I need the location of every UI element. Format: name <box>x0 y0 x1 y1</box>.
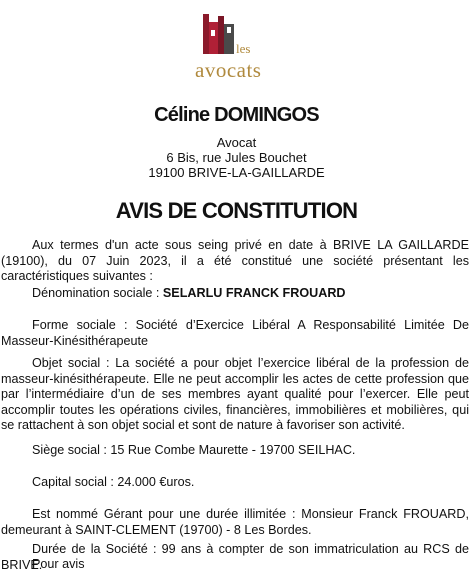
capital-paragraph: Capital social : 24.000 €uros. <box>32 475 195 489</box>
address-street: 6 Bis, rue Jules Bouchet <box>166 150 307 165</box>
notice-title: AVIS DE CONSTITUTION <box>115 198 358 223</box>
logo-text-small: les <box>236 41 251 56</box>
forme-paragraph: Forme sociale : Société d’Exercice Libéral A Responsabilité Limitée De Masseur-Kinésithérapeute <box>1 318 469 348</box>
logo-text-large: avocats <box>195 58 262 82</box>
duree-paragraph: Durée de la Société : 99 ans à compter de son immatriculation au RCS de BRIVE. <box>1 542 469 572</box>
lawyer-role: Avocat <box>216 135 257 150</box>
objet-paragraph: Objet social : La société a pour objet l’exercice libéral de la profession de masseur-kinésithérapeute. Elle ne peut accomplir les actes de cette profession que par l’intermédiaire d’un de ses membres ayant qualité pour l’exercer. Elle peut accomplir toutes les opérations civiles, financières, immobilières et mobilières, qui se rattachent à son objet social et sont de nature à favoriser son activité. <box>1 356 469 432</box>
denomination-value: SELARLU FRANCK FROUARD <box>162 286 346 300</box>
lawyer-name: Céline DOMINGOS <box>154 104 319 126</box>
address-city: 19100 BRIVE-LA-GAILLARDE <box>148 165 325 180</box>
siege-paragraph: Siège social : 15 Rue Combe Maurette - 19700 SEILHAC. <box>32 443 356 457</box>
denomination-paragraph <box>1 286 469 302</box>
intro-paragraph: Aux termes d'un acte sous seing privé en date à BRIVE LA GAILLARDE (19100), du 07 Juin 2023, il a été constitué une société présentant les caractéristiques suivantes : <box>1 238 469 283</box>
closing-text: Pour avis <box>32 557 85 571</box>
gerant-paragraph: Est nommé Gérant pour une durée illimitée : Monsieur Franck FROUARD, demeurant à SAINT-CLEMENT (19700) - 8 Les Bordes. <box>1 507 469 537</box>
denomination-label: Dénomination sociale : <box>32 286 163 300</box>
